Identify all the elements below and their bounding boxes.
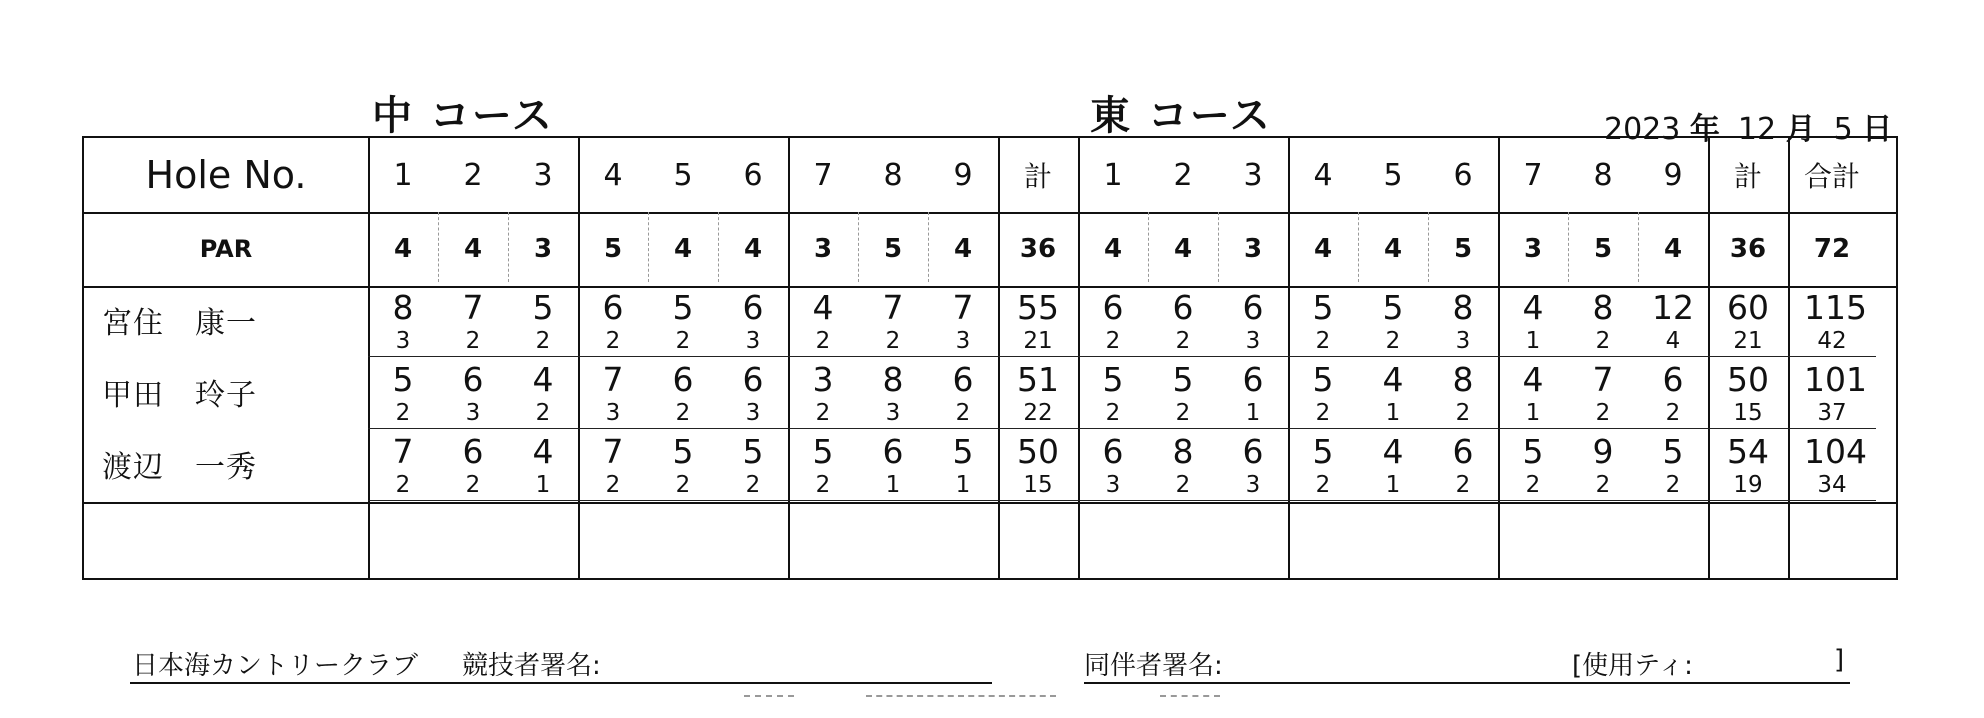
par-value: 5 <box>1593 234 1613 264</box>
putt-count: 2 <box>1525 472 1541 498</box>
stroke-score: 4 <box>1382 432 1404 471</box>
putt-count: 2 <box>675 400 691 426</box>
putt-count: 3 <box>1105 472 1121 498</box>
hole-number-header: Hole No. <box>145 153 307 197</box>
par-label: PAR <box>199 235 253 263</box>
stroke-score: 6 <box>1242 360 1264 399</box>
hole-number-13: 3 <box>1243 157 1263 193</box>
stroke-score: 9 <box>1592 432 1614 471</box>
hole-number-1: 1 <box>393 157 413 193</box>
stroke-score: 6 <box>1102 432 1124 471</box>
stroke-score: 104 <box>1804 432 1867 471</box>
putt-count: 15 <box>1733 400 1763 426</box>
stroke-score: 8 <box>882 360 904 399</box>
player-name: 渡辺 一秀 <box>102 450 257 485</box>
stroke-score: 7 <box>462 288 484 327</box>
putt-count: 2 <box>395 472 411 498</box>
row-underline <box>368 428 1876 429</box>
putt-count: 1 <box>1245 400 1261 426</box>
putt-count: 2 <box>605 472 621 498</box>
par-value: 36 <box>1729 234 1767 264</box>
faint-mark <box>866 695 1056 697</box>
date-year: 2023 <box>1604 112 1681 147</box>
putt-count: 3 <box>745 328 761 354</box>
stroke-score: 8 <box>1172 432 1194 471</box>
stroke-score: 55 <box>1017 288 1059 327</box>
stroke-score: 7 <box>602 432 624 471</box>
par-value: 4 <box>1663 234 1683 264</box>
stroke-score: 8 <box>1452 288 1474 327</box>
putt-count: 2 <box>675 328 691 354</box>
stroke-score: 5 <box>672 432 694 471</box>
stroke-score: 5 <box>1312 432 1334 471</box>
putt-count: 2 <box>1175 328 1191 354</box>
companion-signature-label: 同伴者署名: <box>1084 651 1223 681</box>
hole-number-19: 9 <box>1663 157 1683 193</box>
putt-count: 3 <box>1455 328 1471 354</box>
putt-count: 2 <box>885 328 901 354</box>
date-month: 12 <box>1737 112 1777 147</box>
hole-number-9: 9 <box>953 157 973 193</box>
hole-number-17: 7 <box>1523 157 1543 193</box>
stroke-score: 7 <box>602 360 624 399</box>
putt-count: 2 <box>1315 400 1331 426</box>
par-value: 4 <box>1383 234 1403 264</box>
hole-number-12: 2 <box>1173 157 1193 193</box>
empty-player-row[interactable] <box>84 502 368 578</box>
course-title-higashi: 東 コース <box>1090 93 1272 139</box>
putt-count: 2 <box>1595 400 1611 426</box>
stroke-score: 7 <box>952 288 974 327</box>
putt-count: 3 <box>885 400 901 426</box>
hole-number-5: 5 <box>673 157 693 193</box>
putt-count: 2 <box>465 472 481 498</box>
stroke-score: 8 <box>392 288 414 327</box>
putt-count: 3 <box>955 328 971 354</box>
stroke-score: 5 <box>1522 432 1544 471</box>
faint-mark <box>744 695 794 697</box>
par-value: 5 <box>603 234 623 264</box>
par-value: 4 <box>393 234 413 264</box>
stroke-score: 7 <box>882 288 904 327</box>
putt-count: 2 <box>815 328 831 354</box>
stroke-score: 6 <box>602 288 624 327</box>
hole-number-4: 4 <box>603 157 623 193</box>
par-value: 36 <box>1019 234 1057 264</box>
stroke-score: 5 <box>1172 360 1194 399</box>
date-day-unit: 日 <box>1862 112 1893 147</box>
putt-count: 21 <box>1733 328 1763 354</box>
stroke-score: 6 <box>462 360 484 399</box>
putt-count: 3 <box>395 328 411 354</box>
putt-count: 2 <box>1455 472 1471 498</box>
stroke-score: 51 <box>1017 360 1059 399</box>
putt-count: 2 <box>395 400 411 426</box>
hole-number-20: 計 <box>1733 160 1762 193</box>
stroke-score: 5 <box>532 288 554 327</box>
date-month-unit: 月 <box>1785 112 1816 147</box>
putt-count: 37 <box>1817 400 1847 426</box>
date-year-unit: 年 <box>1689 112 1720 147</box>
hole-number-16: 6 <box>1453 157 1473 193</box>
putt-count: 4 <box>1665 328 1681 354</box>
putt-count: 2 <box>535 400 551 426</box>
putt-count: 1 <box>1525 400 1541 426</box>
par-value: 4 <box>953 234 973 264</box>
stroke-score: 5 <box>392 360 414 399</box>
putt-count: 2 <box>1105 328 1121 354</box>
row-underline <box>368 500 1876 501</box>
competitor-signature-line[interactable] <box>130 682 992 684</box>
stroke-score: 5 <box>1102 360 1124 399</box>
stroke-score: 6 <box>882 432 904 471</box>
putt-count: 1 <box>1385 400 1401 426</box>
stroke-score: 6 <box>1172 288 1194 327</box>
hole-number-15: 5 <box>1383 157 1403 193</box>
row-underline <box>368 356 1876 357</box>
putt-count: 3 <box>465 400 481 426</box>
putt-count: 2 <box>1175 472 1191 498</box>
stroke-score: 5 <box>672 288 694 327</box>
putt-count: 2 <box>1105 400 1121 426</box>
par-value: 3 <box>1523 234 1543 264</box>
stroke-score: 6 <box>1662 360 1684 399</box>
stroke-score: 4 <box>532 360 554 399</box>
par-value: 4 <box>673 234 693 264</box>
putt-count: 22 <box>1023 400 1053 426</box>
hole-number-10: 計 <box>1023 160 1052 193</box>
tee-used-close-bracket: ] <box>1834 645 1845 675</box>
putt-count: 42 <box>1817 328 1847 354</box>
stroke-score: 4 <box>1522 288 1544 327</box>
putt-count: 1 <box>535 472 551 498</box>
par-value: 4 <box>743 234 763 264</box>
putt-count: 3 <box>1245 328 1261 354</box>
putt-count: 3 <box>1245 472 1261 498</box>
putt-count: 2 <box>1385 328 1401 354</box>
competitor-signature-label: 競技者署名: <box>462 651 601 681</box>
stroke-score: 60 <box>1727 288 1769 327</box>
stroke-score: 8 <box>1452 360 1474 399</box>
putt-count: 2 <box>465 328 481 354</box>
putt-count: 2 <box>1595 472 1611 498</box>
stroke-score: 8 <box>1592 288 1614 327</box>
stroke-score: 6 <box>1102 288 1124 327</box>
stroke-score: 12 <box>1652 288 1694 327</box>
course-title-naka: 中 コース <box>372 93 554 139</box>
par-value: 4 <box>1173 234 1193 264</box>
putt-count: 3 <box>745 400 761 426</box>
putt-count: 21 <box>1023 328 1053 354</box>
stroke-score: 4 <box>532 432 554 471</box>
stroke-score: 6 <box>1242 432 1264 471</box>
player-name: 甲田 玲子 <box>102 378 257 413</box>
stroke-score: 5 <box>742 432 764 471</box>
stroke-score: 6 <box>672 360 694 399</box>
stroke-score: 3 <box>812 360 834 399</box>
hole-number-3: 3 <box>533 157 553 193</box>
putt-count: 2 <box>815 400 831 426</box>
putt-count: 34 <box>1817 472 1847 498</box>
par-value: 4 <box>463 234 483 264</box>
stroke-score: 7 <box>392 432 414 471</box>
par-value: 4 <box>1313 234 1333 264</box>
stroke-score: 5 <box>1312 288 1334 327</box>
hole-number-8: 8 <box>883 157 903 193</box>
putt-count: 1 <box>955 472 971 498</box>
putt-count: 2 <box>675 472 691 498</box>
putt-count: 2 <box>1175 400 1191 426</box>
putt-count: 2 <box>1315 328 1331 354</box>
putt-count: 2 <box>1665 400 1681 426</box>
par-value: 5 <box>883 234 903 264</box>
player-name: 宮住 康一 <box>102 306 257 341</box>
putt-count: 2 <box>1665 472 1681 498</box>
stroke-score: 4 <box>1382 360 1404 399</box>
putt-count: 2 <box>1315 472 1331 498</box>
putt-count: 15 <box>1023 472 1053 498</box>
hole-number-14: 4 <box>1313 157 1333 193</box>
par-value: 3 <box>813 234 833 264</box>
club-name: 日本海カントリークラブ <box>132 651 419 681</box>
par-value: 4 <box>1103 234 1123 264</box>
stroke-score: 6 <box>742 288 764 327</box>
faint-mark <box>1160 695 1220 697</box>
putt-count: 2 <box>955 400 971 426</box>
stroke-score: 6 <box>742 360 764 399</box>
scorecard-table <box>82 136 1898 580</box>
companion-signature-line[interactable] <box>1084 682 1850 684</box>
stroke-score: 5 <box>952 432 974 471</box>
putt-count: 2 <box>815 472 831 498</box>
putt-count: 2 <box>745 472 761 498</box>
putt-count: 3 <box>605 400 621 426</box>
putt-count: 1 <box>1525 328 1541 354</box>
stroke-score: 50 <box>1017 432 1059 471</box>
stroke-score: 6 <box>462 432 484 471</box>
hole-number-2: 2 <box>463 157 483 193</box>
par-value: 5 <box>1453 234 1473 264</box>
hole-number-11: 1 <box>1103 157 1123 193</box>
stroke-score: 6 <box>1452 432 1474 471</box>
par-value: 3 <box>533 234 553 264</box>
stroke-score: 6 <box>1242 288 1264 327</box>
par-value: 3 <box>1243 234 1263 264</box>
stroke-score: 5 <box>1382 288 1404 327</box>
hole-number-21: 合計 <box>1803 160 1860 193</box>
date-day: 5 <box>1833 112 1853 147</box>
putt-count: 1 <box>1385 472 1401 498</box>
stroke-score: 4 <box>1522 360 1544 399</box>
putt-count: 2 <box>1595 328 1611 354</box>
tee-used-label: [使用ティ: <box>1572 651 1693 681</box>
stroke-score: 6 <box>952 360 974 399</box>
stroke-score: 5 <box>1662 432 1684 471</box>
putt-count: 2 <box>535 328 551 354</box>
putt-count: 19 <box>1733 472 1763 498</box>
par-value: 72 <box>1813 234 1851 264</box>
hole-number-7: 7 <box>813 157 833 193</box>
putt-count: 2 <box>1455 400 1471 426</box>
hole-number-18: 8 <box>1593 157 1613 193</box>
stroke-score: 5 <box>1312 360 1334 399</box>
putt-count: 1 <box>885 472 901 498</box>
stroke-score: 50 <box>1727 360 1769 399</box>
hole-number-6: 6 <box>743 157 763 193</box>
putt-count: 2 <box>605 328 621 354</box>
stroke-score: 101 <box>1804 360 1867 399</box>
stroke-score: 54 <box>1727 432 1769 471</box>
stroke-score: 4 <box>812 288 834 327</box>
stroke-score: 115 <box>1804 288 1867 327</box>
stroke-score: 7 <box>1592 360 1614 399</box>
stroke-score: 5 <box>812 432 834 471</box>
